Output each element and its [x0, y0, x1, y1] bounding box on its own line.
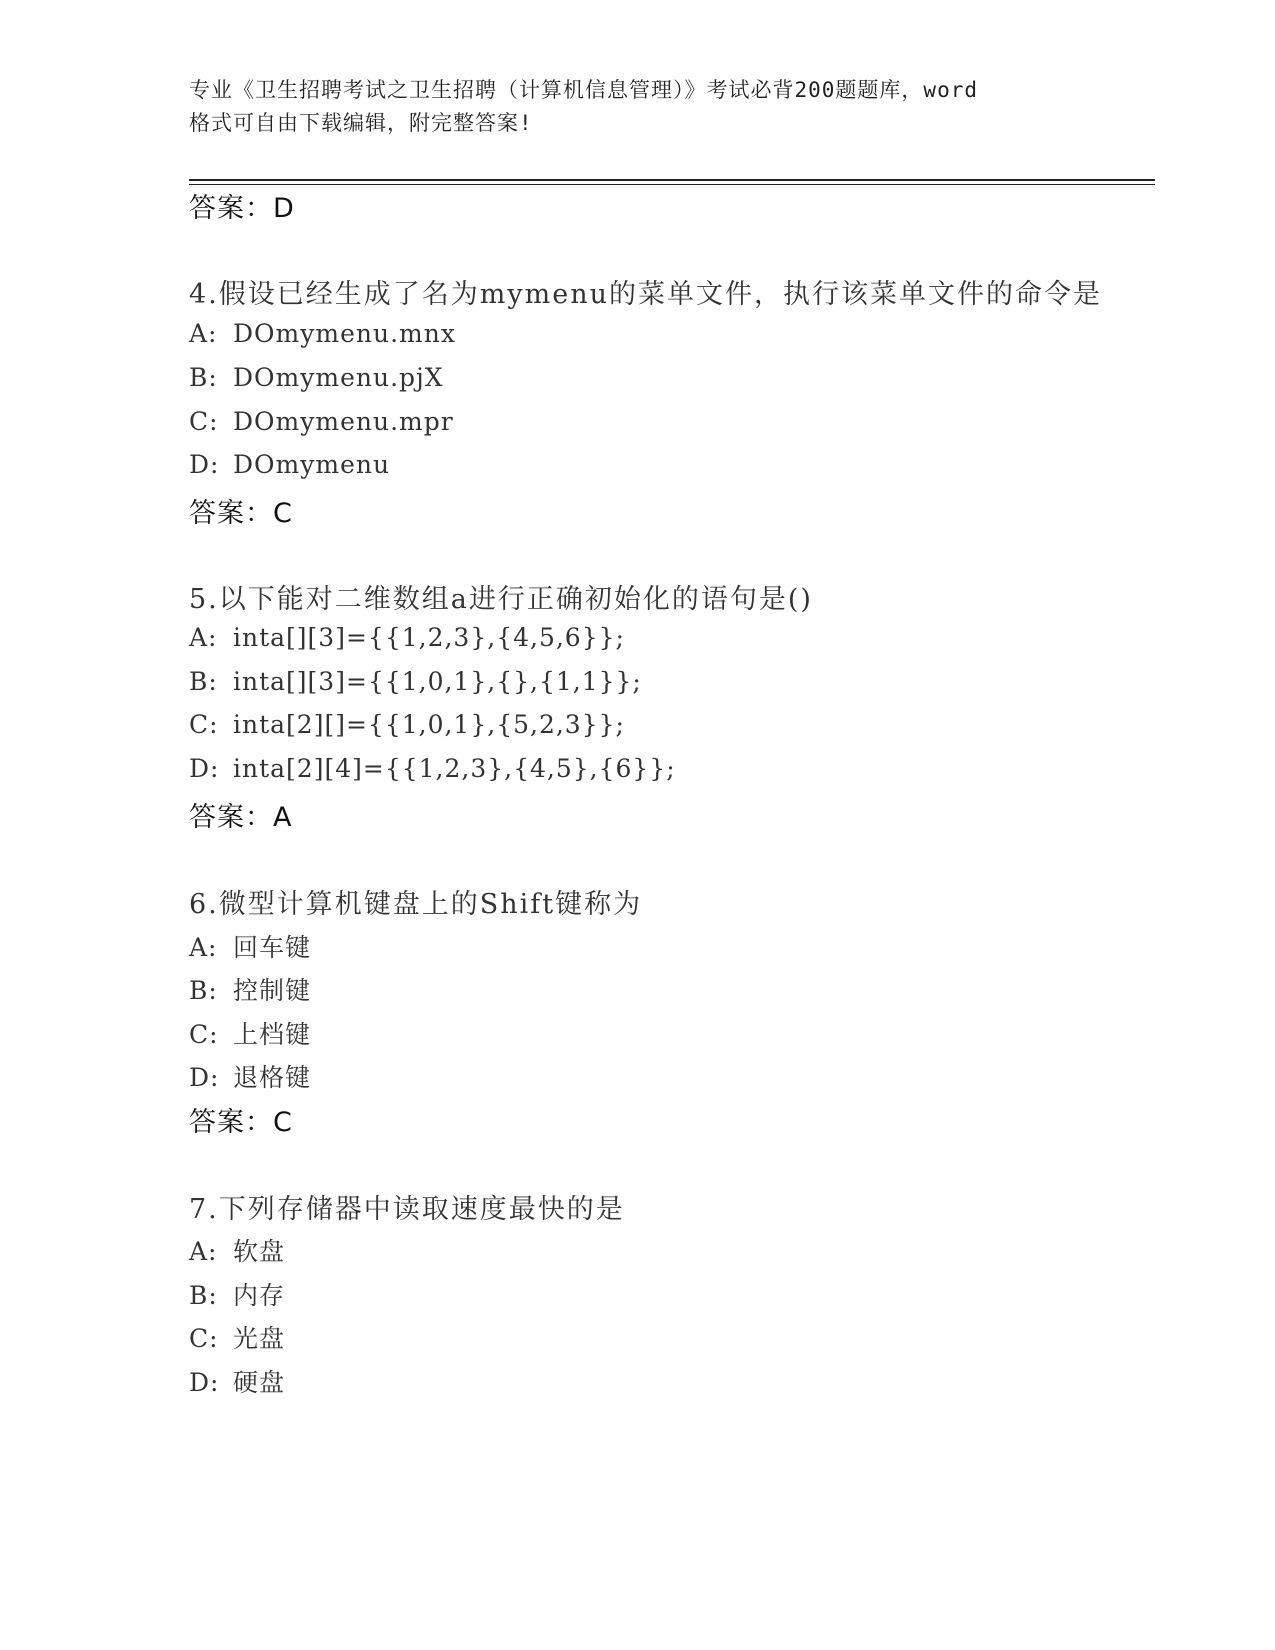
option-b — [189, 1276, 285, 1312]
document-header — [189, 74, 1089, 140]
option-text: inta[][3]={{1,2,3},{4,5,6}}; — [233, 623, 625, 652]
option-text: 软盘 — [233, 1237, 286, 1266]
option-text: 光盘 — [233, 1324, 286, 1353]
option-letter: B: — [189, 363, 218, 392]
header-line-2: 格式可自由下载编辑，附完整答案! — [189, 111, 533, 135]
option-text: DOmymenu — [233, 450, 391, 479]
option-text: 上档键 — [233, 1020, 312, 1049]
option-text: inta[2][]={{1,0,1},{5,2,3}}; — [233, 710, 625, 739]
option-letter: C: — [189, 1020, 219, 1049]
option-letter: A: — [189, 319, 218, 348]
previous-answer: 答案：D — [189, 193, 295, 224]
question-stem: 5.以下能对二维数组a进行正确初始化的语句是() — [189, 584, 813, 615]
option-letter: B: — [189, 1281, 218, 1310]
answer: 答案：C — [189, 498, 293, 529]
option-text: inta[2][4]={{1,2,3},{4,5},{6}}; — [233, 754, 676, 783]
option-b — [189, 971, 311, 1007]
option-letter: D: — [189, 1063, 220, 1092]
option-b — [189, 667, 642, 696]
option-text: 回车键 — [233, 933, 312, 962]
option-letter: A: — [189, 623, 218, 652]
option-letter: A: — [189, 1237, 218, 1266]
option-d — [189, 1058, 311, 1094]
question-stem: 7.下列存储器中读取速度最快的是 — [189, 1194, 625, 1225]
header-divider-thin — [189, 184, 1155, 185]
option-c — [189, 1319, 285, 1355]
option-letter: D: — [189, 1368, 220, 1397]
answer: 答案：A — [189, 802, 293, 833]
question-stem: 6.微型计算机键盘上的Shift键称为 — [189, 889, 643, 920]
option-d — [189, 754, 676, 783]
option-c — [189, 407, 454, 436]
option-letter: A: — [189, 933, 218, 962]
option-text: 硬盘 — [233, 1368, 286, 1397]
option-letter: D: — [189, 754, 220, 783]
option-text: 内存 — [233, 1281, 286, 1310]
option-c — [189, 1015, 311, 1051]
option-c — [189, 710, 625, 739]
option-letter: C: — [189, 407, 219, 436]
option-text: DOmymenu.pjX — [233, 363, 444, 392]
option-text: DOmymenu.mnx — [233, 319, 456, 348]
header-line-1: 专业《卫生招聘考试之卫生招聘（计算机信息管理）》考试必背200题题库，word — [189, 78, 978, 102]
option-text: 退格键 — [233, 1063, 312, 1092]
header-divider — [189, 179, 1155, 181]
option-letter: D: — [189, 450, 220, 479]
option-text: 控制键 — [233, 976, 312, 1005]
option-letter: C: — [189, 710, 219, 739]
option-a — [189, 623, 625, 652]
option-letter: B: — [189, 667, 218, 696]
option-letter: C: — [189, 1324, 219, 1353]
option-d — [189, 450, 390, 479]
option-text: DOmymenu.mpr — [233, 407, 454, 436]
option-text: inta[][3]={{1,0,1},{},{1,1}}; — [233, 667, 642, 696]
option-a — [189, 928, 311, 964]
option-d — [189, 1363, 285, 1399]
option-a — [189, 1232, 285, 1268]
answer: 答案：C — [189, 1107, 293, 1138]
option-letter: B: — [189, 976, 218, 1005]
option-b — [189, 363, 444, 392]
option-a — [189, 319, 456, 348]
question-stem: 4.假设已经生成了名为mymenu的菜单文件，执行该菜单文件的命令是 — [189, 279, 1102, 310]
